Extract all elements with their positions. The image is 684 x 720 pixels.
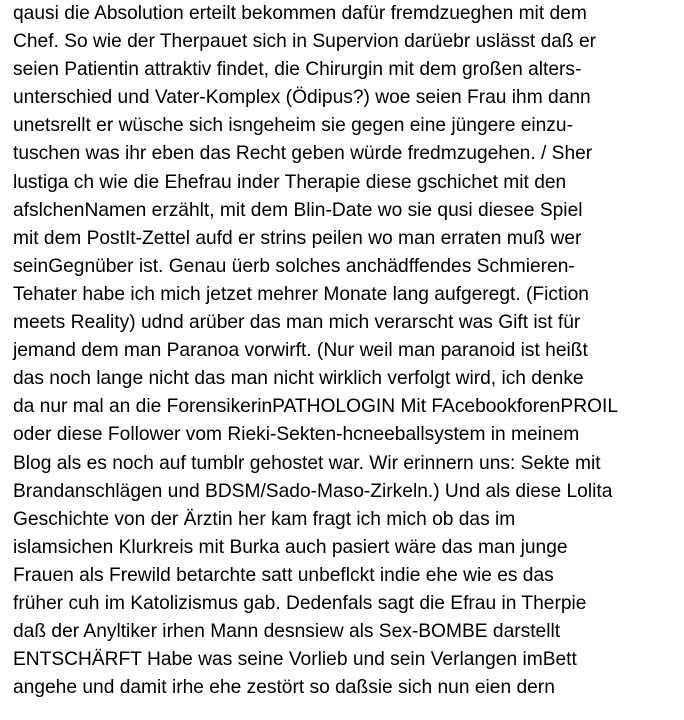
text-line-2: Chef. So wie der Therpauet sich in Supervion darüebr uslässt daß er [13,31,597,53]
text-line-15: da nur mal an die ForensikerinPATHOLOGIN Mit FAcebookforenPROIL [13,396,619,418]
text-line-25: angehe und damit irhe ehe zestört so daßsie sich nun eien dern [13,677,555,699]
text-line-5: unetsrellt er wüsche sich isngeheim sie gegen eine jüngere einzu- [13,115,573,137]
text-line-12: meets Reality) udnd arüber das man mich verarscht was Gift ist für [13,312,581,334]
text-line-10: seinGegnüber ist. Genau üerb solches anchädffendes Schmieren- [13,255,575,277]
text-line-21: Frauen als Frewild betarchte satt unbeflckt indie ehe wie es das [13,564,554,586]
text-line-4: unterschied und Vater-Komplex (Ödipus?) woe seien Frau ihm dann [13,87,591,109]
text-line-17: Blog als es noch auf tumblr gehostet war. Wir erinnern uns: Sekte mit [13,452,601,474]
text-line-3: seien Patientin attraktiv findet, die Chirurgin mit dem großen alters- [13,59,582,81]
text-line-20: islamsichen Klurkreis mit Burka auch pasiert wäre das man junge [13,536,568,558]
text-line-24: ENTSCHÄRFT Habe was seine Vorlieb und sein Verlangen imBett [13,649,577,671]
text-line-19: Geschichte von der Ärztin her kam fragt ich mich ob das im [13,508,516,530]
text-line-1: qausi die Absolution erteilt bekommen dafür fremdzueghen mit dem [13,3,587,24]
body-text [13,0,681,702]
text-line-9: mit dem PostIt-Zettel aufd er strins peilen wo man erraten muß wer [13,227,582,249]
text-line-13: jemand dem man Paranoa vorwirft. (Nur weil man paranoid ist heißt [13,340,588,362]
text-line-6: tuschen was ihr eben das Recht geben würde fredmzugehen. / Sher [13,143,593,165]
text-line-14: das noch lange nicht das man nicht wirklich verfolgt wird, ich denke [13,368,584,390]
text-line-16: oder diese Follower vom Rieki-Sekten-hcneeballsystem in meinem [13,424,580,446]
text-line-18: Brandanschlägen und BDSM/Sado-Maso-Zirkeln.) Und als diese Lolita [13,480,613,502]
text-line-23: daß der Anyltiker irhen Mann desnsiew als Sex-BOMBE darstellt [13,621,561,643]
text-line-7: lustiga ch wie die Ehefrau inder Therapie diese gschichet mit den [13,171,567,193]
text-line-22: früher cuh im Katolizismus gab. Dedenfals sagt die Efrau in Therpie [13,592,587,614]
text-line-11: Tehater habe ich mich jetzet mehrer Monate lang aufgeregt. (Fiction [13,283,589,305]
text-line-8: afslchenNamen erzählt, mit dem Blin-Date wo sie qusi diesee Spiel [13,199,583,221]
